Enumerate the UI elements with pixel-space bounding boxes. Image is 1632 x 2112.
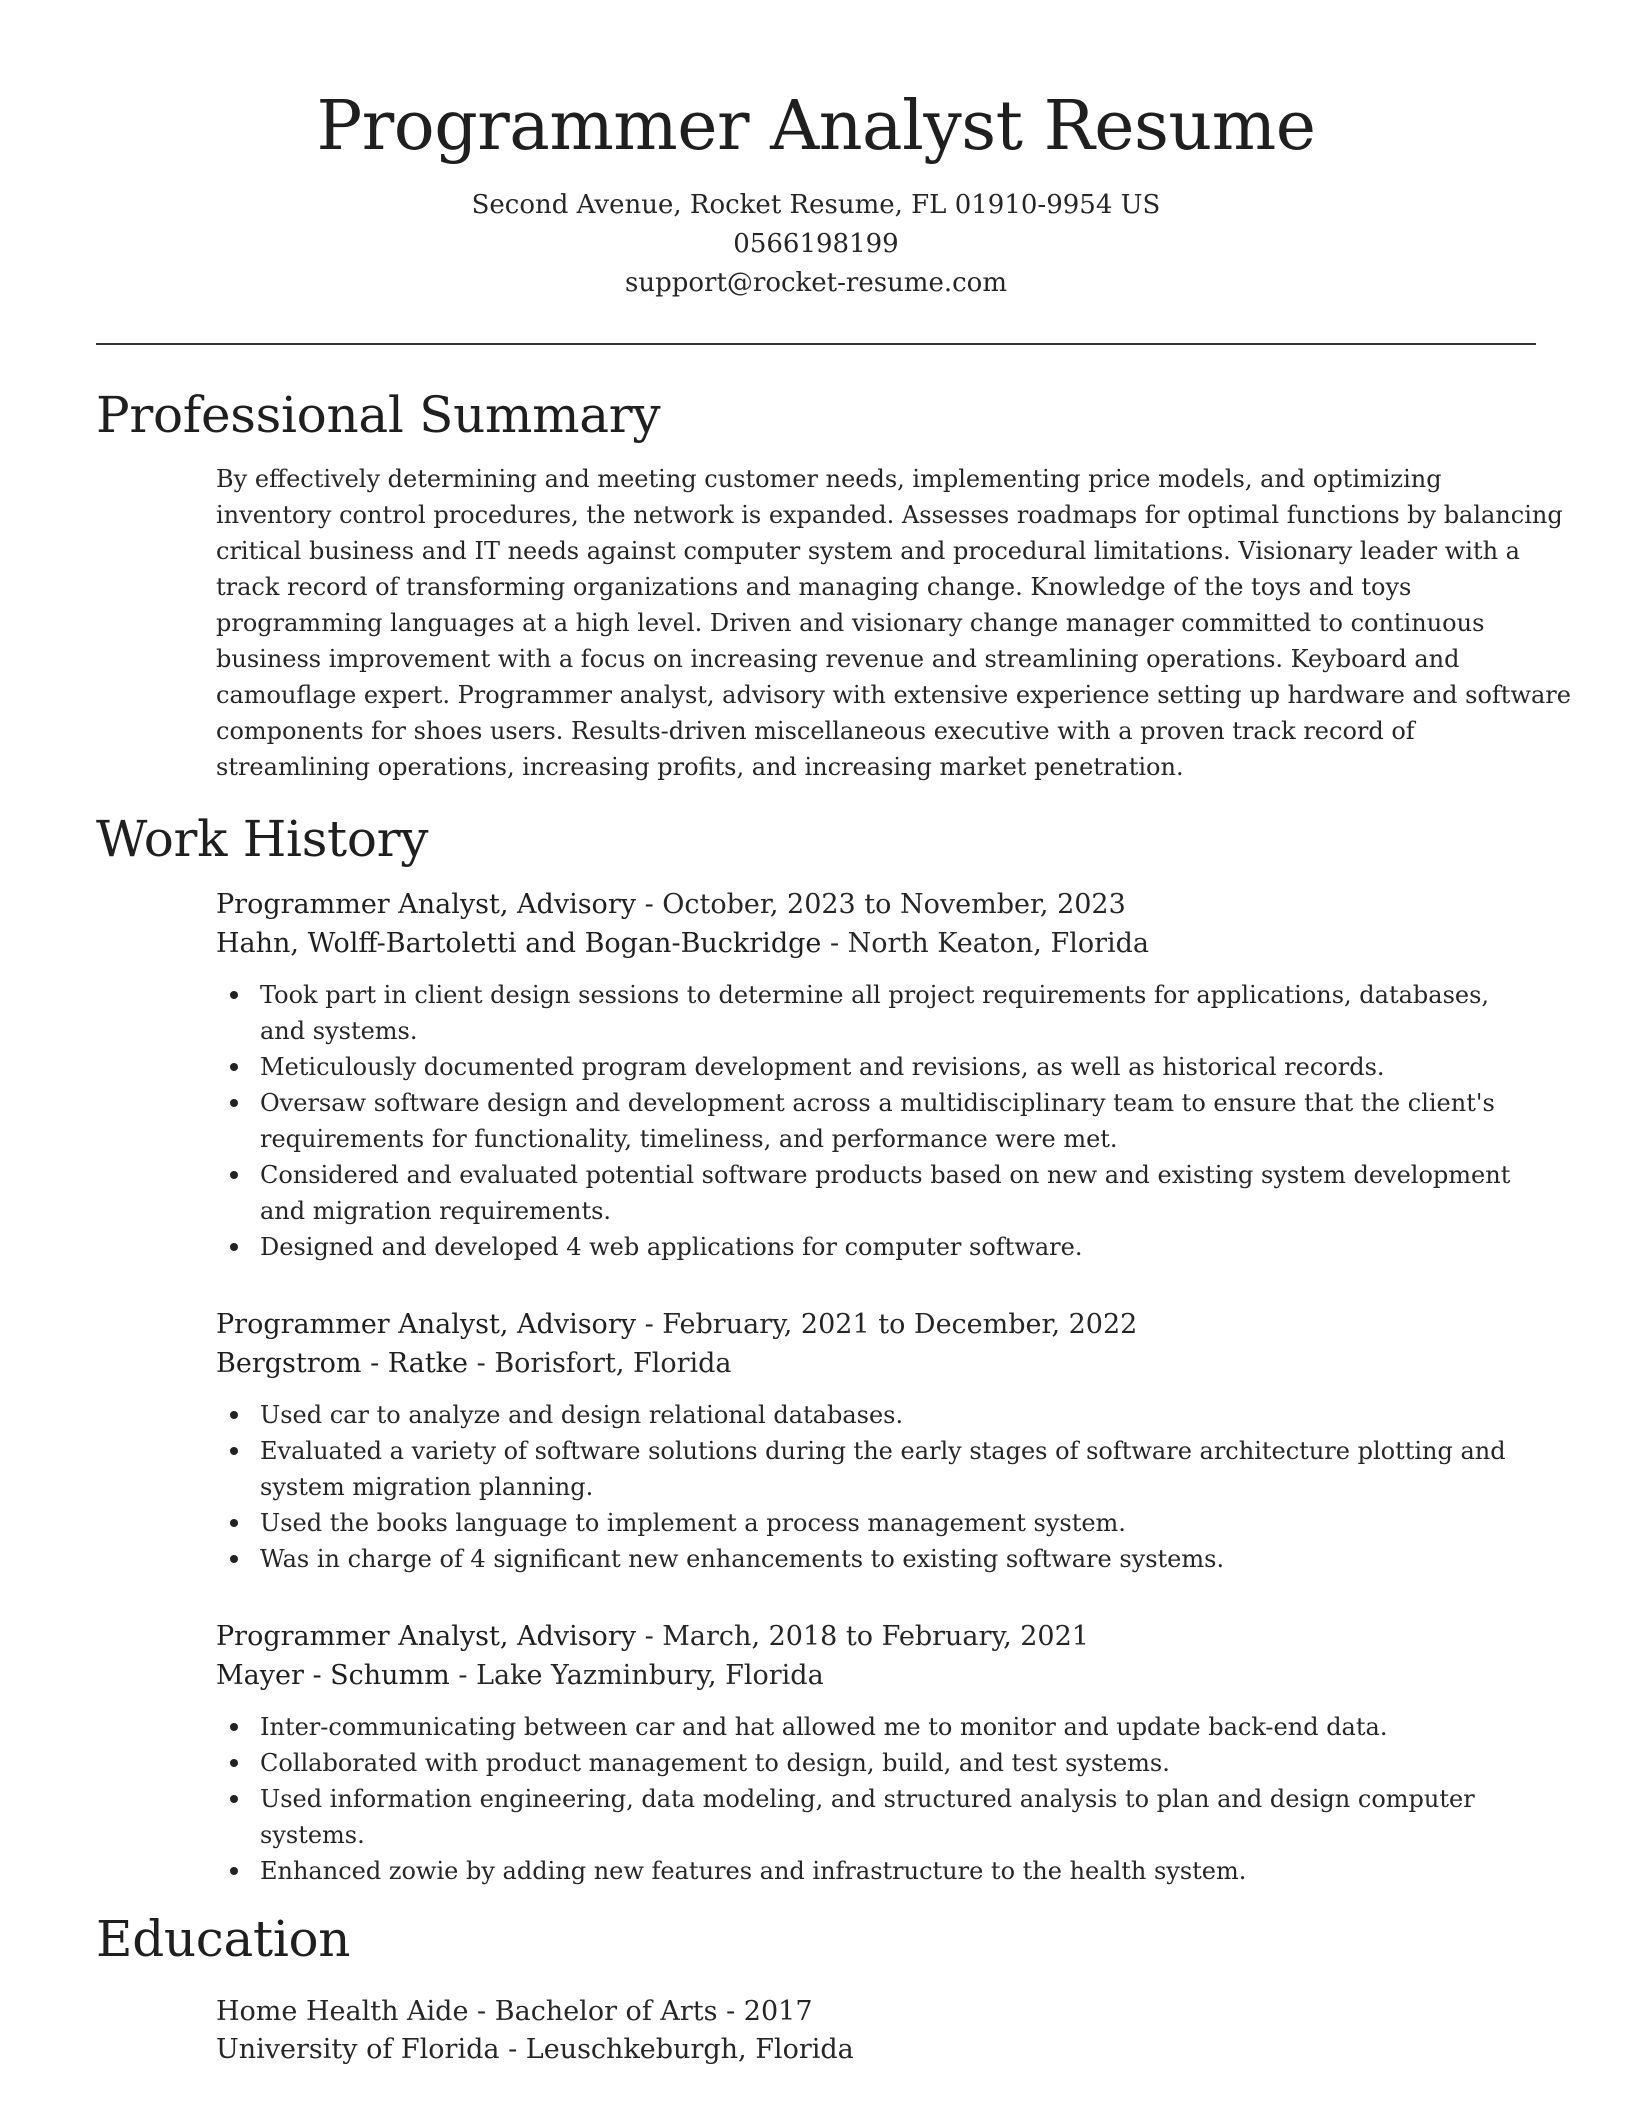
- summary-section: [96, 383, 1571, 785]
- education-school: University of Florida: [216, 2034, 500, 2065]
- job-bullet: Used car to analyze and design relational databases.: [260, 1397, 1536, 1433]
- summary-line: business improvement with a focus on increasing revenue and streamlining operations. Keyboard and: [216, 645, 1460, 673]
- resume-title: Programmer Analyst Resume: [316, 87, 1316, 166]
- job-location: Lake Yazminbury, Florida: [476, 1660, 824, 1691]
- education-section: [96, 1907, 1536, 2069]
- job-bullet: Took part in client design sessions to determine all project requirements for applications, databases, and systems.: [260, 977, 1536, 1049]
- summary-line: camouflage expert. Programmer analyst, advisory with extensive experience setting up hardware and software: [216, 681, 1571, 709]
- summary-line: track record of transforming organizations and managing change. Knowledge of the toys and toys: [216, 573, 1412, 601]
- job-bullet: Evaluated a variety of software solutions during the early stages of software architecture plotting and system migration planning.: [260, 1433, 1536, 1505]
- job-entry: [216, 1617, 1536, 1889]
- education-degree-line: Home Health Aide - Bachelor of Arts - 2017: [216, 1996, 813, 2027]
- job-bullet: Inter-communicating between car and hat allowed me to monitor and update back-end data.: [260, 1709, 1536, 1745]
- summary-line: critical business and IT needs against computer system and procedural limitations. Visionary leader with a: [216, 537, 1520, 565]
- job-title-line: Programmer Analyst, Advisory - March, 2018 to February, 2021: [216, 1621, 1089, 1652]
- education-degree: Bachelor of Arts: [494, 1996, 718, 2027]
- education-entry: [96, 1993, 1536, 2069]
- education-location: Leuschkeburgh, Florida: [525, 2034, 854, 2065]
- summary-line: By effectively determining and meeting customer needs, implementing price models, and optimizing: [216, 465, 1442, 493]
- summary-heading: Professional Summary: [96, 386, 661, 444]
- job-location: Borisfort, Florida: [494, 1348, 732, 1379]
- job-title: Programmer Analyst, Advisory: [216, 1309, 636, 1340]
- job-bullets: [216, 1709, 1536, 1889]
- job-entry: [216, 1305, 1536, 1577]
- job-title-line: Programmer Analyst, Advisory - October, 2023 to November, 2023: [216, 889, 1126, 920]
- job-entry: [216, 885, 1536, 1265]
- work-history-heading: Work History: [96, 810, 429, 868]
- work-history-section: [96, 807, 1536, 1889]
- education-heading: Education: [96, 1910, 351, 1968]
- job-location: North Keaton, Florida: [847, 928, 1150, 959]
- job-bullet: Oversaw software design and development across a multidisciplinary team to ensure that the client's requirements for functionality, timeliness, and performance were met.: [260, 1085, 1536, 1157]
- job-bullet: Used the books language to implement a process management system.: [260, 1505, 1536, 1541]
- job-dates: February, 2021 to December, 2022: [662, 1309, 1138, 1340]
- job-list: [96, 885, 1536, 1889]
- job-title: Programmer Analyst, Advisory: [216, 889, 636, 920]
- job-bullet: Collaborated with product management to design, build, and test systems.: [260, 1745, 1536, 1781]
- job-company-line: Bergstrom - Ratke - Borisfort, Florida: [216, 1348, 732, 1379]
- job-bullet: Used information engineering, data modeling, and structured analysis to plan and design computer systems.: [260, 1781, 1536, 1853]
- resume-page: [96, 0, 1571, 2069]
- summary-line: components for shoes users. Results-driven miscellaneous executive with a proven track record of: [216, 717, 1415, 745]
- job-dates: October, 2023 to November, 2023: [662, 889, 1126, 920]
- header-divider: [96, 343, 1536, 345]
- summary-line: streamlining operations, increasing profits, and increasing market penetration.: [216, 753, 1184, 781]
- education-major: Home Health Aide: [216, 1996, 469, 2027]
- job-bullet: Enhanced zowie by adding new features and infrastructure to the health system.: [260, 1853, 1536, 1889]
- summary-text: [96, 461, 1571, 785]
- job-dates: March, 2018 to February, 2021: [662, 1621, 1089, 1652]
- education-school-line: University of Florida - Leuschkeburgh, Florida: [216, 2034, 854, 2065]
- job-bullet: Designed and developed 4 web applications for computer software.: [260, 1229, 1536, 1265]
- job-company-line: Mayer - Schumm - Lake Yazminbury, Florida: [216, 1660, 824, 1691]
- job-bullets: [216, 1397, 1536, 1577]
- job-bullet: Was in charge of 4 significant new enhancements to existing software systems.: [260, 1541, 1536, 1577]
- job-bullet: Considered and evaluated potential software products based on new and existing system development and migration requirements.: [260, 1157, 1536, 1229]
- job-title: Programmer Analyst, Advisory: [216, 1621, 636, 1652]
- summary-line: inventory control procedures, the network is expanded. Assesses roadmaps for optimal functions by balancing: [216, 501, 1563, 529]
- job-company-line: Hahn, Wolff-Bartoletti and Bogan-Buckridge - North Keaton, Florida: [216, 928, 1150, 959]
- job-company: Mayer - Schumm: [216, 1660, 450, 1691]
- contact-email: support@rocket-resume.com: [624, 268, 1007, 298]
- contact-phone: 0566198199: [733, 229, 899, 259]
- education-year: 2017: [743, 1996, 813, 2027]
- job-company: Hahn, Wolff-Bartoletti and Bogan-Buckridge: [216, 928, 822, 959]
- contact-info: [96, 186, 1536, 303]
- job-title-line: Programmer Analyst, Advisory - February, 2021 to December, 2022: [216, 1309, 1138, 1340]
- job-bullet: Meticulously documented program development and revisions, as well as historical records.: [260, 1049, 1536, 1085]
- summary-line: programming languages at a high level. Driven and visionary change manager committed to continuous: [216, 609, 1485, 637]
- job-company: Bergstrom - Ratke: [216, 1348, 469, 1379]
- job-bullets: [216, 977, 1536, 1265]
- contact-address: Second Avenue, Rocket Resume, FL 01910-9954 US: [471, 190, 1161, 220]
